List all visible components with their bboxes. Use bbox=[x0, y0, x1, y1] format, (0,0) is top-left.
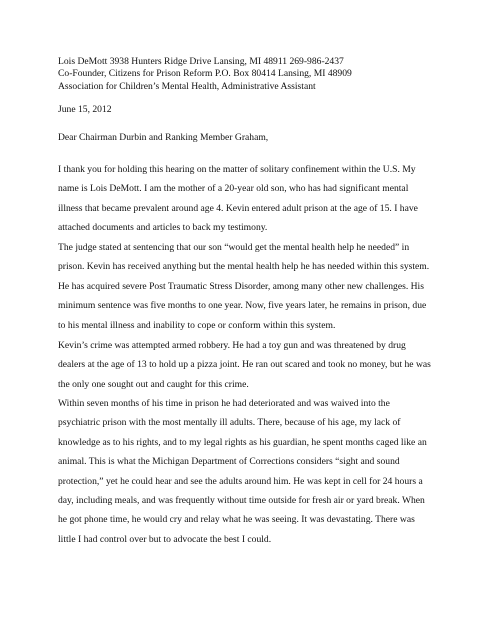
paragraph-line: Within seven months of his time in prison he had deteriorated and was waived into the bbox=[58, 398, 390, 409]
paragraph-line: protection,” yet he could hear and see the adults around him. He was kept in cell for 24 hours a bbox=[58, 475, 423, 487]
paragraph-line: dealers at the age of 13 to hold up a pizza joint. He ran out scared and took no money, but he was bbox=[58, 359, 431, 371]
paragraph-line: prison. Kevin has received anything but the mental health help he has needed within this system. bbox=[58, 261, 430, 273]
paragraph-line: psychiatric prison with the most mentally ill adults. There, because of his age, my lack of bbox=[58, 417, 401, 429]
sender-header bbox=[58, 56, 352, 93]
paragraph-line: attached documents and articles to back my testimony. bbox=[58, 222, 268, 234]
paragraph-line: name is Lois DeMott. I am the mother of a 20-year old son, who has had significant mental bbox=[58, 183, 409, 195]
sender-address-line: Lois DeMott 3938 Hunters Ridge Drive Lansing, MI 48911 269-986-2437 bbox=[58, 56, 344, 67]
paragraph-line: minimum sentence was five months to one year. Now, five years later, he remains in prison, due bbox=[58, 300, 427, 312]
paragraph-line: day, including meals, and was frequently without time outside for fresh air or yard break. When bbox=[58, 495, 425, 507]
sender-affiliation-line: Association for Children’s Mental Health, Administrative Assistant bbox=[58, 80, 316, 92]
paragraph-line: he got phone time, he would cry and relay what he was seeing. It was devastating. There was bbox=[58, 514, 415, 526]
paragraph-line: illness that became prevalent around age 4. Kevin entered adult prison at the age of 15. I have bbox=[58, 202, 418, 214]
paragraph-psychiatric-prison bbox=[58, 394, 444, 549]
paragraph-line: little I had control over but to advocate the best I could. bbox=[58, 533, 272, 545]
paragraph-line: knowledge as to his rights, and to my legal rights as his guardian, he spent months caged like an bbox=[58, 436, 427, 448]
paragraph-line: the only one sought out and caught for this crime. bbox=[58, 378, 249, 390]
paragraph-introduction bbox=[58, 160, 444, 238]
paragraph-sentencing bbox=[58, 238, 444, 335]
paragraph-line: The judge stated at sentencing that our son “would get the mental health help he needed” in bbox=[58, 242, 410, 253]
paragraph-line: animal. This is what the Michigan Department of Corrections considers “sight and sound bbox=[58, 456, 400, 468]
paragraph-line: Kevin’s crime was attempted armed robbery. He had a toy gun and was threatened by drug bbox=[58, 340, 406, 351]
salutation: Dear Chairman Durbin and Ranking Member Graham, bbox=[58, 132, 269, 143]
sender-organization-line: Co-Founder, Citizens for Prison Reform P.O. Box 80414 Lansing, MI 48909 bbox=[58, 68, 352, 80]
paragraph-line: I thank you for holding this hearing on the matter of solitary confinement within the U.S. My bbox=[58, 164, 416, 175]
paragraph-crime bbox=[58, 336, 444, 394]
letter-date: June 15, 2012 bbox=[58, 104, 112, 115]
paragraph-line: to his mental illness and inability to cope or conform within this system. bbox=[58, 319, 336, 331]
paragraph-line: He has acquired severe Post Traumatic Stress Disorder, among many other new challenges. His bbox=[58, 280, 424, 292]
